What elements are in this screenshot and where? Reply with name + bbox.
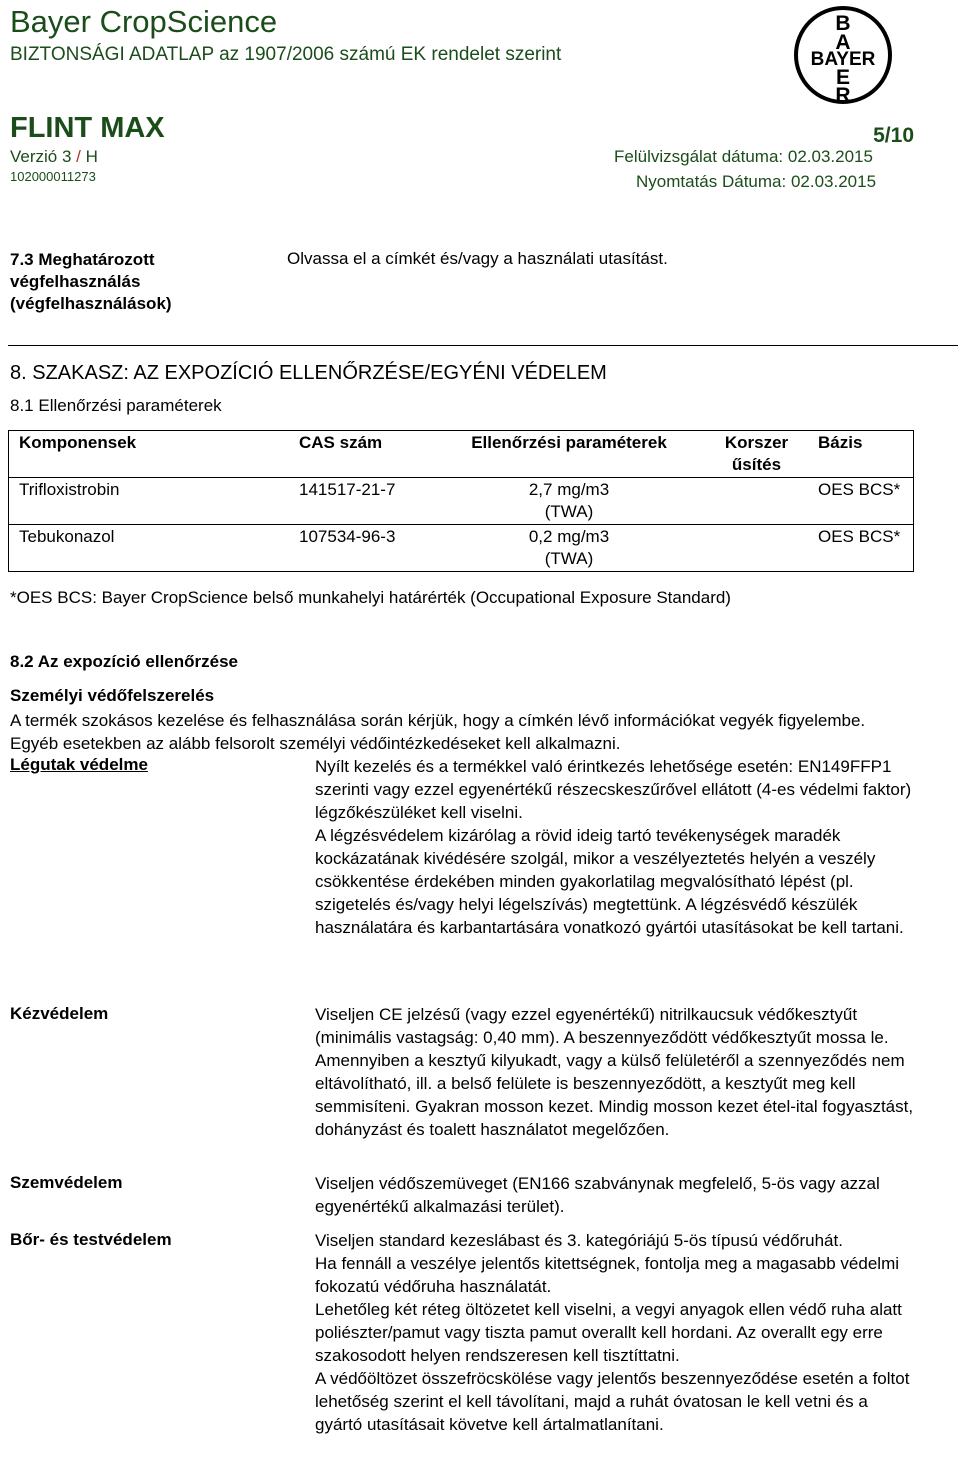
respiratory-paragraph: A légzésvédelem kizárólag a rövid ideig tartó tevékenységek maradék kockázatának kivédésére szolgál, mikor a veszélyeztetés helyén a veszély csökkentése érdekében minden gyakorlatilag megvalósítható lépést (pl. szigetelés és/vagy helyi légelszívás) megtettünk. A légzésvédő készülék használatára és karbantartására vonatkozó gyártói utasításokat be kell tartani.	[315, 826, 904, 937]
company-name: Bayer CropScience	[10, 4, 278, 39]
hand-protection-label: Kézvédelem	[10, 1004, 109, 1023]
skin-paragraph: Lehetőleg két réteg öltözetet kell viselni, a vegyi anyagok ellen védő ruha alatt poliészter/pamut vagy tiszta pamut overallt kell hordani. Az overallt egy erre szakosodott helyen rendszeresen kell tisztíttatni.	[315, 1300, 902, 1365]
svg-text:E: E	[835, 66, 851, 89]
cell-basis: OES BCS*	[804, 478, 914, 525]
parameter-type: (TWA)	[544, 502, 594, 521]
section-8-2-title: 8.2 Az expozíció ellenőrzése	[10, 652, 239, 671]
document-number: 102000011273	[10, 169, 96, 184]
table-header-row	[9, 431, 914, 478]
cell-component: Trifloxistrobin	[9, 478, 300, 525]
table-footnote: *OES BCS: Bayer CropScience belső munkahelyi határérték (Occupational Exposure Standard)	[10, 588, 731, 607]
section-divider	[8, 345, 958, 346]
section-8-title: 8. SZAKASZ: AZ EXPOZÍCIÓ ELLENŐRZÉSE/EGYÉNI VÉDELEM	[10, 362, 607, 384]
parameter-type: (TWA)	[544, 549, 594, 568]
cell-update	[709, 525, 804, 572]
cell-parameter	[429, 478, 709, 525]
svg-text:BAYER: BAYER	[810, 49, 876, 70]
version-number: Verzió 3	[10, 147, 72, 166]
regulation-text: az 1907/2006 számú EK rendelet szerint	[219, 44, 562, 65]
cell-cas: 107534-96-3	[299, 525, 429, 572]
cell-component: Tebukonazol	[9, 525, 300, 572]
cell-cas: 141517-21-7	[299, 478, 429, 525]
skin-protection-text	[315, 1229, 915, 1436]
skin-protection-label: Bőr- és testvédelem	[10, 1230, 172, 1249]
col-header-cas: CAS szám	[299, 431, 429, 478]
cell-parameter	[429, 525, 709, 572]
col-header-update: Korszer űsítés	[709, 431, 804, 478]
version-info	[10, 147, 98, 167]
bayer-cross-logo	[793, 5, 893, 105]
svg-text:A: A	[835, 31, 851, 54]
doc-type-title: BIZTONSÁGI ADATLAP	[10, 44, 214, 65]
svg-text:B: B	[835, 12, 851, 35]
hand-protection-text: Viseljen CE jelzésű (vagy ezzel egyenértékű) nitrilkaucsuk védőkesztyűt (minimális vastagság: 0,40 mm). A beszennyeződött védőkesztyűt mossa le. Amennyiben a kesztyű kilyukadt, vagy a külső felületéről a szennyeződés nem eltávolítható, ill. a belső felülete is beszennyeződött, a kesztyűt meg kell semmisíteni. Gyakran mosson kezet. Mindig mosson kezet étel-ital fogyasztást, dohányzást és toalett használatot megelőzően.	[315, 1005, 914, 1139]
parameter-value: 0,2 mg/m3	[528, 527, 610, 546]
respiratory-label: Légutak védelme	[10, 755, 148, 774]
product-name: FLINT MAX	[10, 112, 165, 144]
ppe-title: Személyi védőfelszerelés	[10, 686, 215, 705]
col-header-parameters: Ellenőrzési paraméterek	[429, 431, 709, 478]
document-type	[10, 44, 561, 66]
exposure-parameters-table	[8, 430, 914, 572]
page-number: 5/10	[873, 124, 914, 147]
section-8-1-title: 8.1 Ellenőrzési paraméterek	[10, 396, 222, 415]
table-row	[9, 525, 914, 572]
section-7-3-label: 7.3 Meghatározott végfelhasználás (végfelhasználások)	[10, 250, 172, 313]
revision-date: Felülvizsgálat dátuma: 02.03.2015	[614, 147, 873, 166]
cell-basis: OES BCS*	[804, 525, 914, 572]
cell-update	[709, 478, 804, 525]
version-separator: /	[71, 147, 86, 166]
svg-text:R: R	[835, 84, 851, 105]
eye-protection-label: Szemvédelem	[10, 1173, 123, 1192]
print-date: Nyomtatás Dátuma: 02.03.2015	[636, 172, 877, 191]
skin-paragraph: Viseljen standard kezeslábast és 3. kategóriájú 5-ös típusú védőruhát.	[315, 1231, 843, 1250]
section-7-3-text: Olvassa el a címkét és/vagy a használati utasítást.	[287, 249, 668, 268]
respiratory-paragraph: Nyílt kezelés és a termékkel való érintkezés lehetősége esetén: EN149FFP1 szerinti vagy ezzel egyenértékű részecskeszűrővel ellátott (4-es védelmi faktor) légzőkészüléket kell viselni.	[315, 757, 912, 822]
col-header-components: Komponensek	[9, 431, 300, 478]
table-row	[9, 478, 914, 525]
col-header-basis: Bázis	[804, 431, 914, 478]
ppe-intro: A termék szokásos kezelése és felhasználása során kérjük, hogy a címkén lévő információkat vegyék figyelembe. Egyéb esetekben az alább felsorolt személyi védőintézkedéseket kell alkalmazni.	[10, 711, 866, 753]
respiratory-text	[315, 755, 915, 939]
eye-protection-text: Viseljen védőszemüveget (EN166 szabványnak megfelelő, 5-ös vagy azzal egyenértékű alkalmazási terület).	[315, 1174, 880, 1216]
parameter-value: 2,7 mg/m3	[528, 480, 610, 499]
skin-paragraph: A védőöltözet összefröcskölése vagy jelentős beszennyeződése esetén a foltot lehetőség szerint el kell távolítani, majd a ruhát óvatosan le kell vetni és a gyártó utasításait követve kell ártalmatlanítani.	[315, 1369, 910, 1434]
skin-paragraph: Ha fennáll a veszélye jelentős kitettségnek, fontolja meg a magasabb védelmi fokozatú védőruha használatát.	[315, 1254, 900, 1296]
version-language: H	[85, 147, 98, 166]
